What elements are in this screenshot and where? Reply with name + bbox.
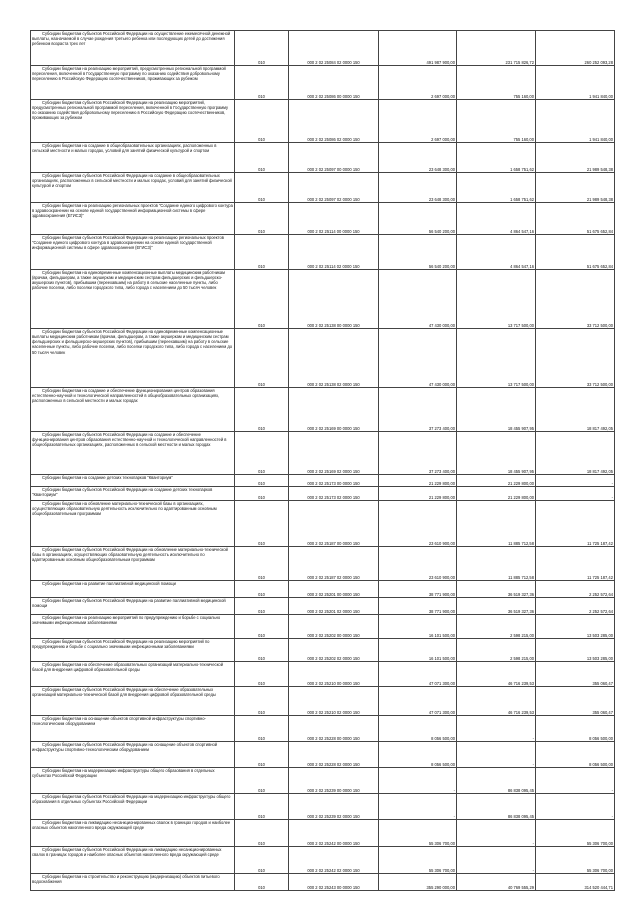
table-row — [31, 768, 615, 794]
row-executed-amount: - — [457, 716, 536, 742]
row-approved-amount: 38 771 900,00 — [379, 598, 457, 615]
row-approved-amount: 47 071 300,00 — [379, 662, 457, 687]
table-row — [31, 662, 615, 687]
row-executed-amount: 13 717 500,00 — [457, 270, 536, 329]
row-executed-amount: 2 598 215,00 — [457, 615, 536, 639]
row-budget-code: 000 2 02 25169 02 0000 150 — [289, 432, 379, 475]
row-name: Субсидии бюджетам на модернизацию инфраструктуры общего образования в отдельных субъектах Российской Федерации — [31, 768, 235, 794]
row-unexecuted-amount: 11 725 187,42 — [536, 501, 615, 547]
row-name: Субсидии бюджетам на развитие паллиативной медицинской помощи — [31, 581, 235, 598]
row-line-code: 010 — [235, 874, 289, 891]
row-approved-amount: 56 540 200,00 — [379, 203, 457, 235]
row-executed-amount: 40 769 555,29 — [457, 874, 536, 891]
row-approved-amount: 55 306 700,00 — [379, 847, 457, 874]
row-approved-amount: 2 697 000,00 — [379, 66, 457, 100]
row-unexecuted-amount: 13 503 285,00 — [536, 615, 615, 639]
table-row — [31, 716, 615, 742]
row-name: Субсидии бюджетам на обеспечение образовательных организаций материально-технической базой для внедрения цифровой образовательной среды — [31, 662, 235, 687]
row-unexecuted-amount: - — [536, 487, 615, 501]
row-approved-amount: 23 648 300,00 — [379, 173, 457, 203]
table-row — [31, 173, 615, 203]
row-unexecuted-amount: 51 675 652,84 — [536, 203, 615, 235]
row-executed-amount: 86 838 095,45 — [457, 768, 536, 794]
row-executed-amount: - — [457, 742, 536, 768]
table-row — [31, 501, 615, 547]
row-unexecuted-amount: 55 306 700,00 — [536, 820, 615, 847]
row-budget-code: 000 2 02 25138 02 0000 150 — [289, 329, 379, 388]
row-name: Субсидии бюджетам субъектов Российской Федерации на единовременные компенсационные выплаты медицинским работникам (врачам, фельдшерам, а также акушеркам и медицинским сестрам фельдшерских и фельдшерско-акушерских пунктов), прибывшим (переехавшим) на работу в сельские населенные пункты, либо рабочие поселки, либо поселки городского типа, либо города с населением до 50 тысяч человек — [31, 329, 235, 388]
table-row — [31, 270, 615, 329]
row-budget-code: 000 2 02 25086 00 0000 150 — [289, 66, 379, 100]
row-unexecuted-amount: 2 252 572,64 — [536, 581, 615, 598]
row-line-code: 010 — [235, 388, 289, 432]
row-line-code: 010 — [235, 143, 289, 173]
row-executed-amount: 18 455 907,95 — [457, 432, 536, 475]
row-unexecuted-amount: 55 306 700,00 — [536, 847, 615, 874]
table-row — [31, 475, 615, 487]
row-name: Субсидии бюджетам субъектов Российской Федерации на ликвидацию несанкционированных свалок в границах городов и наиболее опасных объектов накопленного вреда окружающей среде — [31, 847, 235, 874]
row-approved-amount: 38 771 900,00 — [379, 581, 457, 598]
row-name: Субсидии бюджетам субъектов Российской Федерации на реализацию мероприятий, предусмотренных региональной программой переселения, включенной в Государственную программу по оказанию содействия добровольному переселению в Российскую Федерацию соотечественников, проживающих за рубежом — [31, 100, 235, 143]
row-name: Субсидии бюджетам субъектов Российской Федерации на реализацию мероприятий по предупреждению и борьбе с социально значимыми инфекционными заболеваниями — [31, 639, 235, 662]
row-executed-amount: 4 864 547,16 — [457, 235, 536, 270]
row-line-code: 010 — [235, 742, 289, 768]
row-budget-code: 000 2 02 25097 02 0000 150 — [289, 173, 379, 203]
table-row — [31, 639, 615, 662]
row-line-code: 010 — [235, 432, 289, 475]
row-unexecuted-amount: 33 712 500,00 — [536, 270, 615, 329]
row-budget-code: 000 2 02 25242 00 0000 150 — [289, 820, 379, 847]
row-executed-amount: 11 885 712,58 — [457, 547, 536, 581]
row-name: Субсидии бюджетам на создание в общеобразовательных организациях, расположенных в сельской местности и малых городах, условий для занятий физической культурой и спортом — [31, 143, 235, 173]
table-row — [31, 388, 615, 432]
row-unexecuted-amount: 18 817 492,05 — [536, 432, 615, 475]
row-name: Субсидии бюджетам на создание детских технопарков "Кванториум" — [31, 475, 235, 487]
row-name: Субсидии бюджетам на обновление материально-технической базы в организациях, осуществляющих образовательную деятельность исключительно по адаптированным основным общеобразовательным программам — [31, 501, 235, 547]
row-budget-code: 000 2 02 25173 00 0000 150 — [289, 475, 379, 487]
row-line-code: 010 — [235, 768, 289, 794]
table-row — [31, 432, 615, 475]
row-budget-code: 000 2 02 25228 02 0000 150 — [289, 742, 379, 768]
table-row — [31, 615, 615, 639]
row-budget-code: 000 2 02 25201 02 0000 150 — [289, 598, 379, 615]
row-unexecuted-amount: 51 675 652,84 — [536, 235, 615, 270]
table-row — [31, 235, 615, 270]
report-sheet — [30, 30, 614, 891]
row-budget-code: 000 2 02 25086 02 0000 150 — [289, 100, 379, 143]
row-unexecuted-amount: 21 989 548,38 — [536, 173, 615, 203]
table-row — [31, 794, 615, 820]
row-line-code: 010 — [235, 501, 289, 547]
row-line-code: 010 — [235, 794, 289, 820]
row-approved-amount: 23 610 900,00 — [379, 547, 457, 581]
row-budget-code: 000 2 02 25242 02 0000 150 — [289, 847, 379, 874]
row-unexecuted-amount: 260 252 093,28 — [536, 31, 615, 66]
row-approved-amount: 37 273 400,00 — [379, 388, 457, 432]
row-executed-amount: 21 229 800,00 — [457, 475, 536, 487]
row-unexecuted-amount: 1 941 840,00 — [536, 66, 615, 100]
row-approved-amount: 16 101 500,00 — [379, 615, 457, 639]
row-budget-code: 000 2 02 25239 00 0000 150 — [289, 768, 379, 794]
row-approved-amount: 8 056 500,00 — [379, 716, 457, 742]
row-unexecuted-amount: 11 725 187,42 — [536, 547, 615, 581]
row-name: Субсидии бюджетам субъектов Российской Федерации на создание и обеспечение функционирования центров образования естественно-научной и технологической направленностей в общеобразовательных организациях, расположенных в сельской местности и малых городах — [31, 432, 235, 475]
row-approved-amount: 55 306 700,00 — [379, 820, 457, 847]
row-budget-code: 000 2 02 25169 00 0000 150 — [289, 388, 379, 432]
row-name: Субсидии бюджетам на реализацию региональных проектов "Создание единого цифрового контура в здравоохранении на основе единой государственной информационной системы в сфере здравоохранения (ЕГИСЗ)" — [31, 203, 235, 235]
row-name: Субсидии бюджетам субъектов Российской Федерации на осуществление ежемесячной денежной выплаты, назначаемой в случае рождения третьего ребенка или последующих детей до достижения ребенком возраста трех лет — [31, 31, 235, 66]
row-budget-code: 000 2 02 25187 02 0000 150 — [289, 547, 379, 581]
row-budget-code: 000 2 02 25228 00 0000 150 — [289, 716, 379, 742]
row-name: Субсидии бюджетам субъектов Российской Федерации на создание в общеобразовательных организациях, расположенных в сельской местности и малых городах, условий для занятий физической культурой и спортом — [31, 173, 235, 203]
row-approved-amount: 2 697 000,00 — [379, 100, 457, 143]
row-executed-amount: 18 455 907,95 — [457, 388, 536, 432]
row-name: Субсидии бюджетам на реализацию мероприятий по предупреждению и борьбе с социально значимыми инфекционными заболеваниями — [31, 615, 235, 639]
row-unexecuted-amount: - — [536, 475, 615, 487]
row-name: Субсидии бюджетам субъектов Российской Федерации на оснащение объектов спортивной инфраструктуры спортивно-технологическим оборудованием — [31, 742, 235, 768]
row-executed-amount: 1 658 751,62 — [457, 143, 536, 173]
row-approved-amount: 47 430 000,00 — [379, 329, 457, 388]
table-row — [31, 100, 615, 143]
row-executed-amount: 4 864 547,16 — [457, 203, 536, 235]
row-executed-amount: - — [457, 820, 536, 847]
row-line-code: 010 — [235, 547, 289, 581]
row-budget-code: 000 2 02 25202 00 0000 150 — [289, 615, 379, 639]
row-name: Субсидии бюджетам на создание и обеспечение функционирования центров образования естественно-научной и технологической направленностей в общеобразовательных организациях, расположенных в сельской местности и малых городах — [31, 388, 235, 432]
row-executed-amount: 11 885 712,58 — [457, 501, 536, 547]
row-name: Субсидии бюджетам субъектов Российской Федерации на модернизацию инфраструктуры общего образования в отдельных субъектах Российской Федерации — [31, 794, 235, 820]
row-name: Субсидии бюджетам на реализацию мероприятий, предусмотренных региональной программой переселения, включенной в Государственную программу по оказанию содействия добровольному переселению в Российскую Федерацию соотечественников, проживающих за рубежом — [31, 66, 235, 100]
row-line-code: 010 — [235, 662, 289, 687]
row-name: Субсидии бюджетам на строительство и реконструкцию (модернизацию) объектов питьевого водоснабжения — [31, 874, 235, 891]
row-unexecuted-amount: 355 060,47 — [536, 687, 615, 716]
row-unexecuted-amount: - — [536, 768, 615, 794]
row-executed-amount: 36 519 327,36 — [457, 598, 536, 615]
row-executed-amount: 755 160,00 — [457, 66, 536, 100]
row-budget-code: 000 2 02 25097 00 0000 150 — [289, 143, 379, 173]
row-line-code: 010 — [235, 270, 289, 329]
table-row — [31, 742, 615, 768]
row-unexecuted-amount: 13 503 285,00 — [536, 639, 615, 662]
row-approved-amount: 491 987 900,00 — [379, 31, 457, 66]
row-budget-code: 000 2 02 25243 00 0000 150 — [289, 874, 379, 891]
row-executed-amount: 1 658 751,62 — [457, 173, 536, 203]
row-line-code: 010 — [235, 66, 289, 100]
row-line-code: 010 — [235, 847, 289, 874]
row-budget-code: 000 2 02 25114 00 0000 150 — [289, 203, 379, 235]
row-name: Субсидии бюджетам субъектов Российской Федерации на обеспечение образовательных организаций материально-технической базой для внедрения цифровой образовательной среды — [31, 687, 235, 716]
row-unexecuted-amount: - — [536, 794, 615, 820]
row-executed-amount: 13 717 500,00 — [457, 329, 536, 388]
row-unexecuted-amount: 8 056 500,00 — [536, 742, 615, 768]
row-name: Субсидии бюджетам на оснащение объектов спортивной инфраструктуры спортивно-технологическим оборудованием — [31, 716, 235, 742]
table-row — [31, 581, 615, 598]
row-budget-code: 000 2 02 25202 02 0000 150 — [289, 639, 379, 662]
row-line-code: 010 — [235, 487, 289, 501]
row-executed-amount: 36 519 327,36 — [457, 581, 536, 598]
row-approved-amount: 23 610 900,00 — [379, 501, 457, 547]
row-budget-code: 000 2 02 25187 00 0000 150 — [289, 501, 379, 547]
row-budget-code: 000 2 02 25210 02 0000 150 — [289, 687, 379, 716]
table-row — [31, 547, 615, 581]
row-budget-code: 000 2 02 25114 02 0000 150 — [289, 235, 379, 270]
row-unexecuted-amount: 2 252 572,64 — [536, 598, 615, 615]
row-approved-amount: 16 101 500,00 — [379, 639, 457, 662]
row-line-code: 010 — [235, 615, 289, 639]
table-row — [31, 143, 615, 173]
table-row — [31, 31, 615, 66]
row-unexecuted-amount: 8 056 500,00 — [536, 716, 615, 742]
row-line-code: 010 — [235, 598, 289, 615]
row-line-code: 010 — [235, 581, 289, 598]
row-executed-amount: 755 160,00 — [457, 100, 536, 143]
row-name: Субсидии бюджетам на ликвидацию несанкционированных свалок в границах городов и наиболее опасных объектов накопленного вреда окружающей среде — [31, 820, 235, 847]
row-executed-amount: - — [457, 847, 536, 874]
row-approved-amount: 56 540 200,00 — [379, 235, 457, 270]
row-approved-amount: - — [379, 768, 457, 794]
table-row — [31, 66, 615, 100]
table-row — [31, 847, 615, 874]
row-line-code: 010 — [235, 820, 289, 847]
row-budget-code: 000 2 02 25201 00 0000 150 — [289, 581, 379, 598]
row-unexecuted-amount: 355 060,47 — [536, 662, 615, 687]
table-row — [31, 598, 615, 615]
row-name: Субсидии бюджетам субъектов Российской Федерации на обновление материально-технической базы в организациях, осуществляющих образовательную деятельность исключительно по адаптированным основным общеобразовательным программам — [31, 547, 235, 581]
row-budget-code: 000 2 02 25084 02 0000 150 — [289, 31, 379, 66]
table-row — [31, 687, 615, 716]
row-unexecuted-amount: 18 817 492,05 — [536, 388, 615, 432]
row-approved-amount: 21 229 800,00 — [379, 487, 457, 501]
table-row — [31, 487, 615, 501]
row-executed-amount: 86 838 095,45 — [457, 794, 536, 820]
row-name: Субсидии бюджетам субъектов Российской Федерации на реализацию региональных проектов "Создание единого цифрового контура в здравоохранении на основе единой государственной информационной системы в сфере здравоохранения (ЕГИСЗ)" — [31, 235, 235, 270]
row-approved-amount: 21 229 800,00 — [379, 475, 457, 487]
row-line-code: 010 — [235, 639, 289, 662]
row-name: Субсидии бюджетам субъектов Российской Федерации на создание детских технопарков "Кванториум" — [31, 487, 235, 501]
row-line-code: 010 — [235, 100, 289, 143]
row-name: Субсидии бюджетам на единовременные компенсационные выплаты медицинским работникам (врачам, фельдшерам, а также акушеркам и медицинским сестрам фельдшерских и фельдшерско-акушерских пунктов), прибывшим (переехавшим) на работу в сельские населенные пункты, либо рабочие поселки, либо поселки городского типа, либо города с населением до 50 тысяч человек — [31, 270, 235, 329]
row-line-code: 010 — [235, 475, 289, 487]
row-line-code: 010 — [235, 203, 289, 235]
row-approved-amount: 355 290 000,00 — [379, 874, 457, 891]
row-unexecuted-amount: 33 712 500,00 — [536, 329, 615, 388]
table-row — [31, 820, 615, 847]
budget-table — [30, 30, 615, 891]
row-executed-amount: 2 598 215,00 — [457, 639, 536, 662]
row-line-code: 010 — [235, 235, 289, 270]
table-row — [31, 203, 615, 235]
table-row — [31, 874, 615, 891]
row-budget-code: 000 2 02 25173 02 0000 150 — [289, 487, 379, 501]
row-approved-amount: 47 071 300,00 — [379, 687, 457, 716]
row-budget-code: 000 2 02 25239 02 0000 150 — [289, 794, 379, 820]
row-unexecuted-amount: 314 520 444,71 — [536, 874, 615, 891]
row-unexecuted-amount: 21 989 548,38 — [536, 143, 615, 173]
row-approved-amount: - — [379, 794, 457, 820]
row-executed-amount: 231 715 826,72 — [457, 31, 536, 66]
row-approved-amount: 8 056 500,00 — [379, 742, 457, 768]
row-line-code: 010 — [235, 31, 289, 66]
table-row — [31, 329, 615, 388]
row-line-code: 010 — [235, 716, 289, 742]
row-budget-code: 000 2 02 25210 00 0000 150 — [289, 662, 379, 687]
row-name: Субсидии бюджетам субъектов Российской Федерации на развитие паллиативной медицинской помощи — [31, 598, 235, 615]
row-unexecuted-amount: 1 941 840,00 — [536, 100, 615, 143]
row-line-code: 010 — [235, 329, 289, 388]
row-approved-amount: 37 273 400,00 — [379, 432, 457, 475]
row-line-code: 010 — [235, 173, 289, 203]
row-executed-amount: 46 716 239,53 — [457, 687, 536, 716]
row-approved-amount: 47 430 000,00 — [379, 270, 457, 329]
row-executed-amount: 46 716 239,53 — [457, 662, 536, 687]
row-approved-amount: 23 648 300,00 — [379, 143, 457, 173]
row-executed-amount: 21 229 800,00 — [457, 487, 536, 501]
row-budget-code: 000 2 02 25138 00 0000 150 — [289, 270, 379, 329]
row-line-code: 010 — [235, 687, 289, 716]
